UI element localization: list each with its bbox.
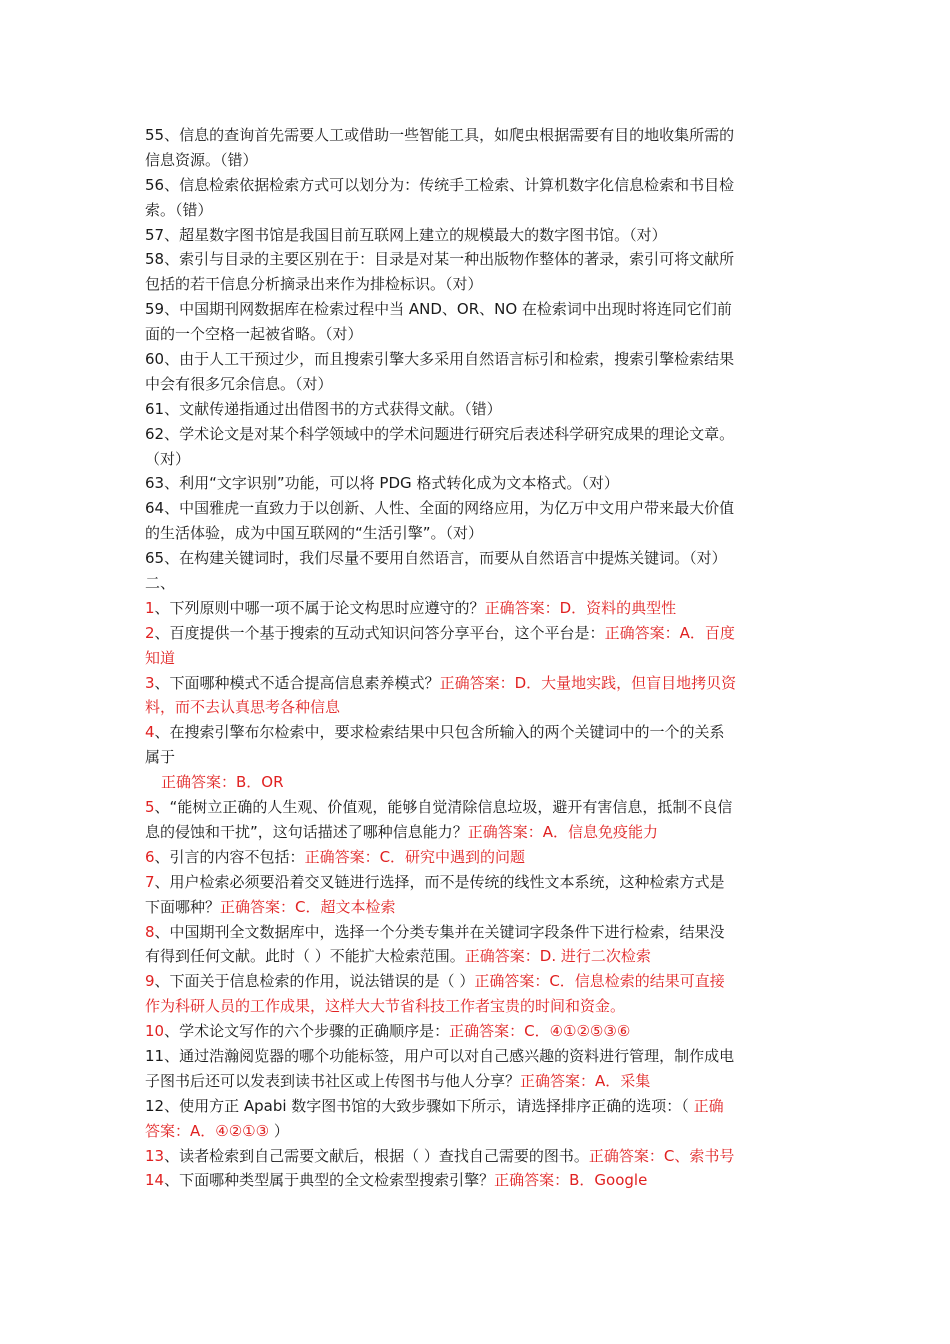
question-text: 65、在构建关键词时，我们尽量不要用自然语言，而要从自然语言中提炼关键词。（对） xyxy=(145,549,727,568)
text-line xyxy=(145,297,807,322)
question-text: 、在搜索引擎布尔检索中，要求检索结果中只包含所输入的两个关键词中的一个的关系 xyxy=(154,723,725,742)
text-line xyxy=(145,895,807,920)
answer-text: 正确答案：D. 进行二次检索 xyxy=(464,947,651,966)
text-line xyxy=(145,521,807,546)
answer-text: 5 xyxy=(145,798,155,817)
answer-text: 9 xyxy=(145,972,155,991)
question-text: 信息资源。（错） xyxy=(145,150,258,169)
text-line xyxy=(145,994,807,1019)
text-line xyxy=(145,471,807,496)
answer-text: 正确答案：B．Google xyxy=(494,1171,648,1190)
text-line xyxy=(145,1019,807,1044)
question-text: 二、 xyxy=(145,574,176,593)
answer-text: 正确答案：A．百度 xyxy=(604,623,735,642)
question-text: 62、学术论文是对某个科学领域中的学术问题进行研究后表述科学研究成果的理论文章。 xyxy=(145,424,735,443)
text-line xyxy=(145,745,807,770)
text-line xyxy=(145,247,807,272)
text-line xyxy=(145,223,807,248)
question-text: 有得到任何文献。此时（ ）不能扩大检索范围。 xyxy=(145,947,465,966)
answer-text: 料，而不去认真思考各种信息 xyxy=(145,698,341,717)
question-text: 索。（错） xyxy=(145,200,213,219)
question-text: 、下面哪种类型属于典型的全文检索型搜索引擎？ xyxy=(164,1171,495,1190)
text-line xyxy=(145,1094,807,1119)
answer-text: 正确答案：C．信息检索的结果可直接 xyxy=(474,972,725,991)
text-line xyxy=(145,621,807,646)
text-line xyxy=(145,969,807,994)
text-line xyxy=(145,695,807,720)
text-line xyxy=(145,447,807,472)
text-line xyxy=(145,870,807,895)
text-line xyxy=(145,770,807,795)
text-line xyxy=(145,571,807,596)
question-text: 属于 xyxy=(145,748,176,767)
answer-text: 8 xyxy=(145,922,155,941)
text-line xyxy=(145,123,807,148)
text-line xyxy=(145,795,807,820)
answer-text: 正确答案：A．采集 xyxy=(520,1071,651,1090)
answer-text: 14 xyxy=(145,1171,165,1190)
answer-text: 2 xyxy=(145,623,155,642)
answer-text: 正确答案：B．OR xyxy=(161,773,284,792)
answer-text: 知道 xyxy=(145,648,176,667)
question-text: 、学术论文写作的六个步骤的正确顺序是： xyxy=(164,1022,450,1041)
text-line xyxy=(145,496,807,521)
answer-text: 10 xyxy=(145,1022,165,1041)
question-text: 57、超星数字图书馆是我国目前互联网上建立的规模最大的数字图书馆。（对） xyxy=(145,225,667,244)
answer-text: 7 xyxy=(145,872,155,891)
question-text: 面的一个空格一起被省略。（对） xyxy=(145,325,363,344)
question-text: 60、由于人工干预过少，而且搜索引擎大多采用自然语言标引和检索，搜索引擎检索结果 xyxy=(145,350,735,369)
text-line xyxy=(145,1069,807,1094)
question-text: 56、信息检索依据检索方式可以划分为：传统手工检索、计算机数字化信息检索和书目检 xyxy=(145,175,735,194)
answer-text: 1 xyxy=(145,598,155,617)
text-line xyxy=(145,1144,807,1169)
answer-text: 13 xyxy=(145,1146,165,1165)
answer-text: 3 xyxy=(145,673,155,692)
answer-text: 正确答案：C．④①②⑤③⑥ xyxy=(449,1022,631,1041)
question-text: 11、通过浩瀚阅览器的哪个功能标签，用户可以对自己感兴趣的资料进行管理，制作成电 xyxy=(145,1046,735,1065)
text-line xyxy=(145,820,807,845)
question-text: 包括的若干信息分析摘录出来作为排检标识。（对） xyxy=(145,275,483,294)
document-body xyxy=(145,123,807,1193)
question-text: 59、中国期刊网数据库在检索过程中当 AND、OR、NO 在检索词中出现时将连同它们前 xyxy=(145,300,732,319)
question-text: 、下面关于信息检索的作用，说法错误的是（ ） xyxy=(154,972,475,991)
question-text: 、中国期刊全文数据库中，选择一个分类专集并在关键词字段条件下进行检索，结果没 xyxy=(154,922,725,941)
text-line xyxy=(145,546,807,571)
answer-text: 正确答案：C．超文本检索 xyxy=(220,897,396,916)
text-line xyxy=(145,1119,807,1144)
question-text: 58、索引与目录的主要区别在于：目录是对某一种出版物作整体的著录，索引可将文献所 xyxy=(145,250,735,269)
text-line xyxy=(145,148,807,173)
text-line xyxy=(145,347,807,372)
question-text: 63、利用“文字识别”功能，可以将 PDG 格式转化成为文本格式。（对） xyxy=(145,474,619,493)
text-line xyxy=(145,845,807,870)
question-text: 、引言的内容不包括： xyxy=(154,847,305,866)
text-line xyxy=(145,671,807,696)
answer-text: 答案：A．④②①③ xyxy=(145,1121,270,1140)
question-text: 下面哪种？ xyxy=(145,897,221,916)
question-text: 的生活体验，成为中国互联网的“生活引擎”。（对） xyxy=(145,524,484,543)
answer-text: 正确答案：D．大量地实践，但盲目地拷贝资 xyxy=(439,673,737,692)
text-line xyxy=(145,596,807,621)
question-text: ） xyxy=(269,1121,289,1140)
question-text: 息的侵蚀和干扰”，这句话描述了哪种信息能力？ xyxy=(145,822,468,841)
question-text: 、“能树立正确的人生观、价值观，能够自觉清除信息垃圾，避开有害信息，抵制不良信 xyxy=(154,798,733,817)
question-text: （对） xyxy=(145,449,191,468)
answer-text: 正确答案：C．研究中遇到的问题 xyxy=(304,847,526,866)
question-text: 55、信息的查询首先需要人工或借助一些智能工具，如爬虫根据需要有目的地收集所需的 xyxy=(145,126,735,144)
text-line xyxy=(145,646,807,671)
question-text: 64、中国雅虎一直致力于以创新、人性、全面的网络应用，为亿万中文用户带来最大价值 xyxy=(145,499,735,518)
text-line xyxy=(145,920,807,945)
question-text: 、读者检索到自己需要文献后，根据（ ）查找自己需要的图书。 xyxy=(164,1146,589,1165)
text-line xyxy=(145,1044,807,1069)
answer-text: 正确答案：A．信息免疫能力 xyxy=(467,822,659,841)
text-line xyxy=(145,1168,807,1193)
text-line xyxy=(145,198,807,223)
text-line xyxy=(145,372,807,397)
question-text: 中会有很多冗余信息。（对） xyxy=(145,374,333,393)
text-line xyxy=(145,397,807,422)
text-line xyxy=(145,944,807,969)
answer-text: 4 xyxy=(145,723,155,742)
answer-text: 正确答案：D．资料的典型性 xyxy=(484,598,677,617)
question-text: 子图书后还可以发表到读书社区或上传图书与他人分享？ xyxy=(145,1071,521,1090)
question-text: 、下面哪种模式不适合提高信息素养模式？ xyxy=(154,673,440,692)
answer-text: 正确答案：C、索书号 xyxy=(588,1146,735,1165)
question-text: 、用户检索必须要沿着交叉链进行选择，而不是传统的线性文本系统，这种检索方式是 xyxy=(154,872,725,891)
question-text: 、百度提供一个基于搜索的互动式知识问答分享平台，这个平台是： xyxy=(154,623,605,642)
question-text: 、下列原则中哪一项不属于论文构思时应遵守的？ xyxy=(154,598,485,617)
text-line xyxy=(145,322,807,347)
question-text: 12、使用方正 Apabi 数字图书馆的大致步骤如下所示，请选择排序正确的选项：（ xyxy=(145,1096,694,1115)
text-line xyxy=(145,272,807,297)
answer-text: 正确 xyxy=(693,1096,724,1115)
text-line xyxy=(145,720,807,745)
question-text: 61、文献传递指通过出借图书的方式获得文献。（错） xyxy=(145,399,502,418)
text-line xyxy=(145,173,807,198)
answer-text: 6 xyxy=(145,847,155,866)
answer-text: 作为科研人员的工作成果，这样大大节省科技工作者宝贵的时间和资金。 xyxy=(145,997,626,1016)
text-line xyxy=(145,422,807,447)
